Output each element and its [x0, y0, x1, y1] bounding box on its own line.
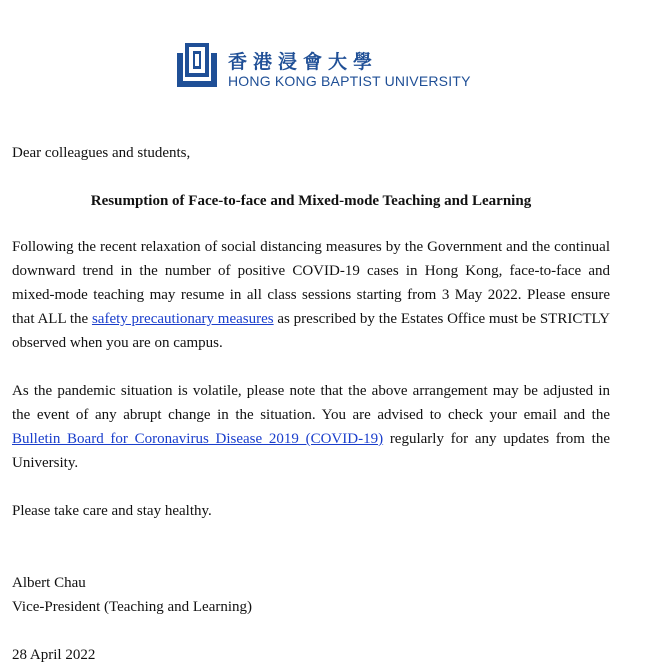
signatory-title: Vice-President (Teaching and Learning): [12, 599, 253, 615]
university-emblem-icon: [175, 43, 219, 91]
paragraph-1: [12, 235, 610, 355]
university-name-english: HONG KONG BAPTIST UNIVERSITY: [228, 73, 471, 89]
safety-measures-link[interactable]: safety precautionary measures: [91, 311, 274, 327]
covid-bulletin-board-link[interactable]: Bulletin Board for Coronavirus Disease 2019 (COVID-19): [12, 431, 384, 447]
paragraph-2-text-start: As the pandemic situation is volatile, please note that the above arrangement may be adjusted in the event of any abrupt change in the situation. You are advised to check your email and the: [12, 383, 610, 423]
salutation: Dear colleagues and students,: [12, 145, 191, 161]
closing-line: Please take care and stay healthy.: [12, 503, 212, 519]
university-name-chinese: 香港浸會大學: [228, 51, 379, 73]
paragraph-1-text-end: as prescribed by the Estates Office must be STRICTLY observed when you are on campus.: [12, 311, 610, 351]
paragraph-1-text-start: Following the recent relaxation of social distancing measures by the Government and the continual downward trend in the number of positive COVID-19 cases in Hong Kong, face-to-face and mixed-mode teaching may resume in all class sessions starting from 3 May 2022. Please ensure that ALL the: [12, 239, 610, 327]
paragraph-2-text-end: regularly for any updates from the University.: [12, 431, 610, 471]
hkbu-logo: [175, 43, 471, 91]
letter-title: Resumption of Face-to-face and Mixed-mode Teaching and Learning: [90, 193, 532, 209]
signatory-name: Albert Chau: [12, 575, 86, 591]
paragraph-2: [12, 379, 610, 475]
letter-date: 28 April 2022: [12, 647, 96, 663]
